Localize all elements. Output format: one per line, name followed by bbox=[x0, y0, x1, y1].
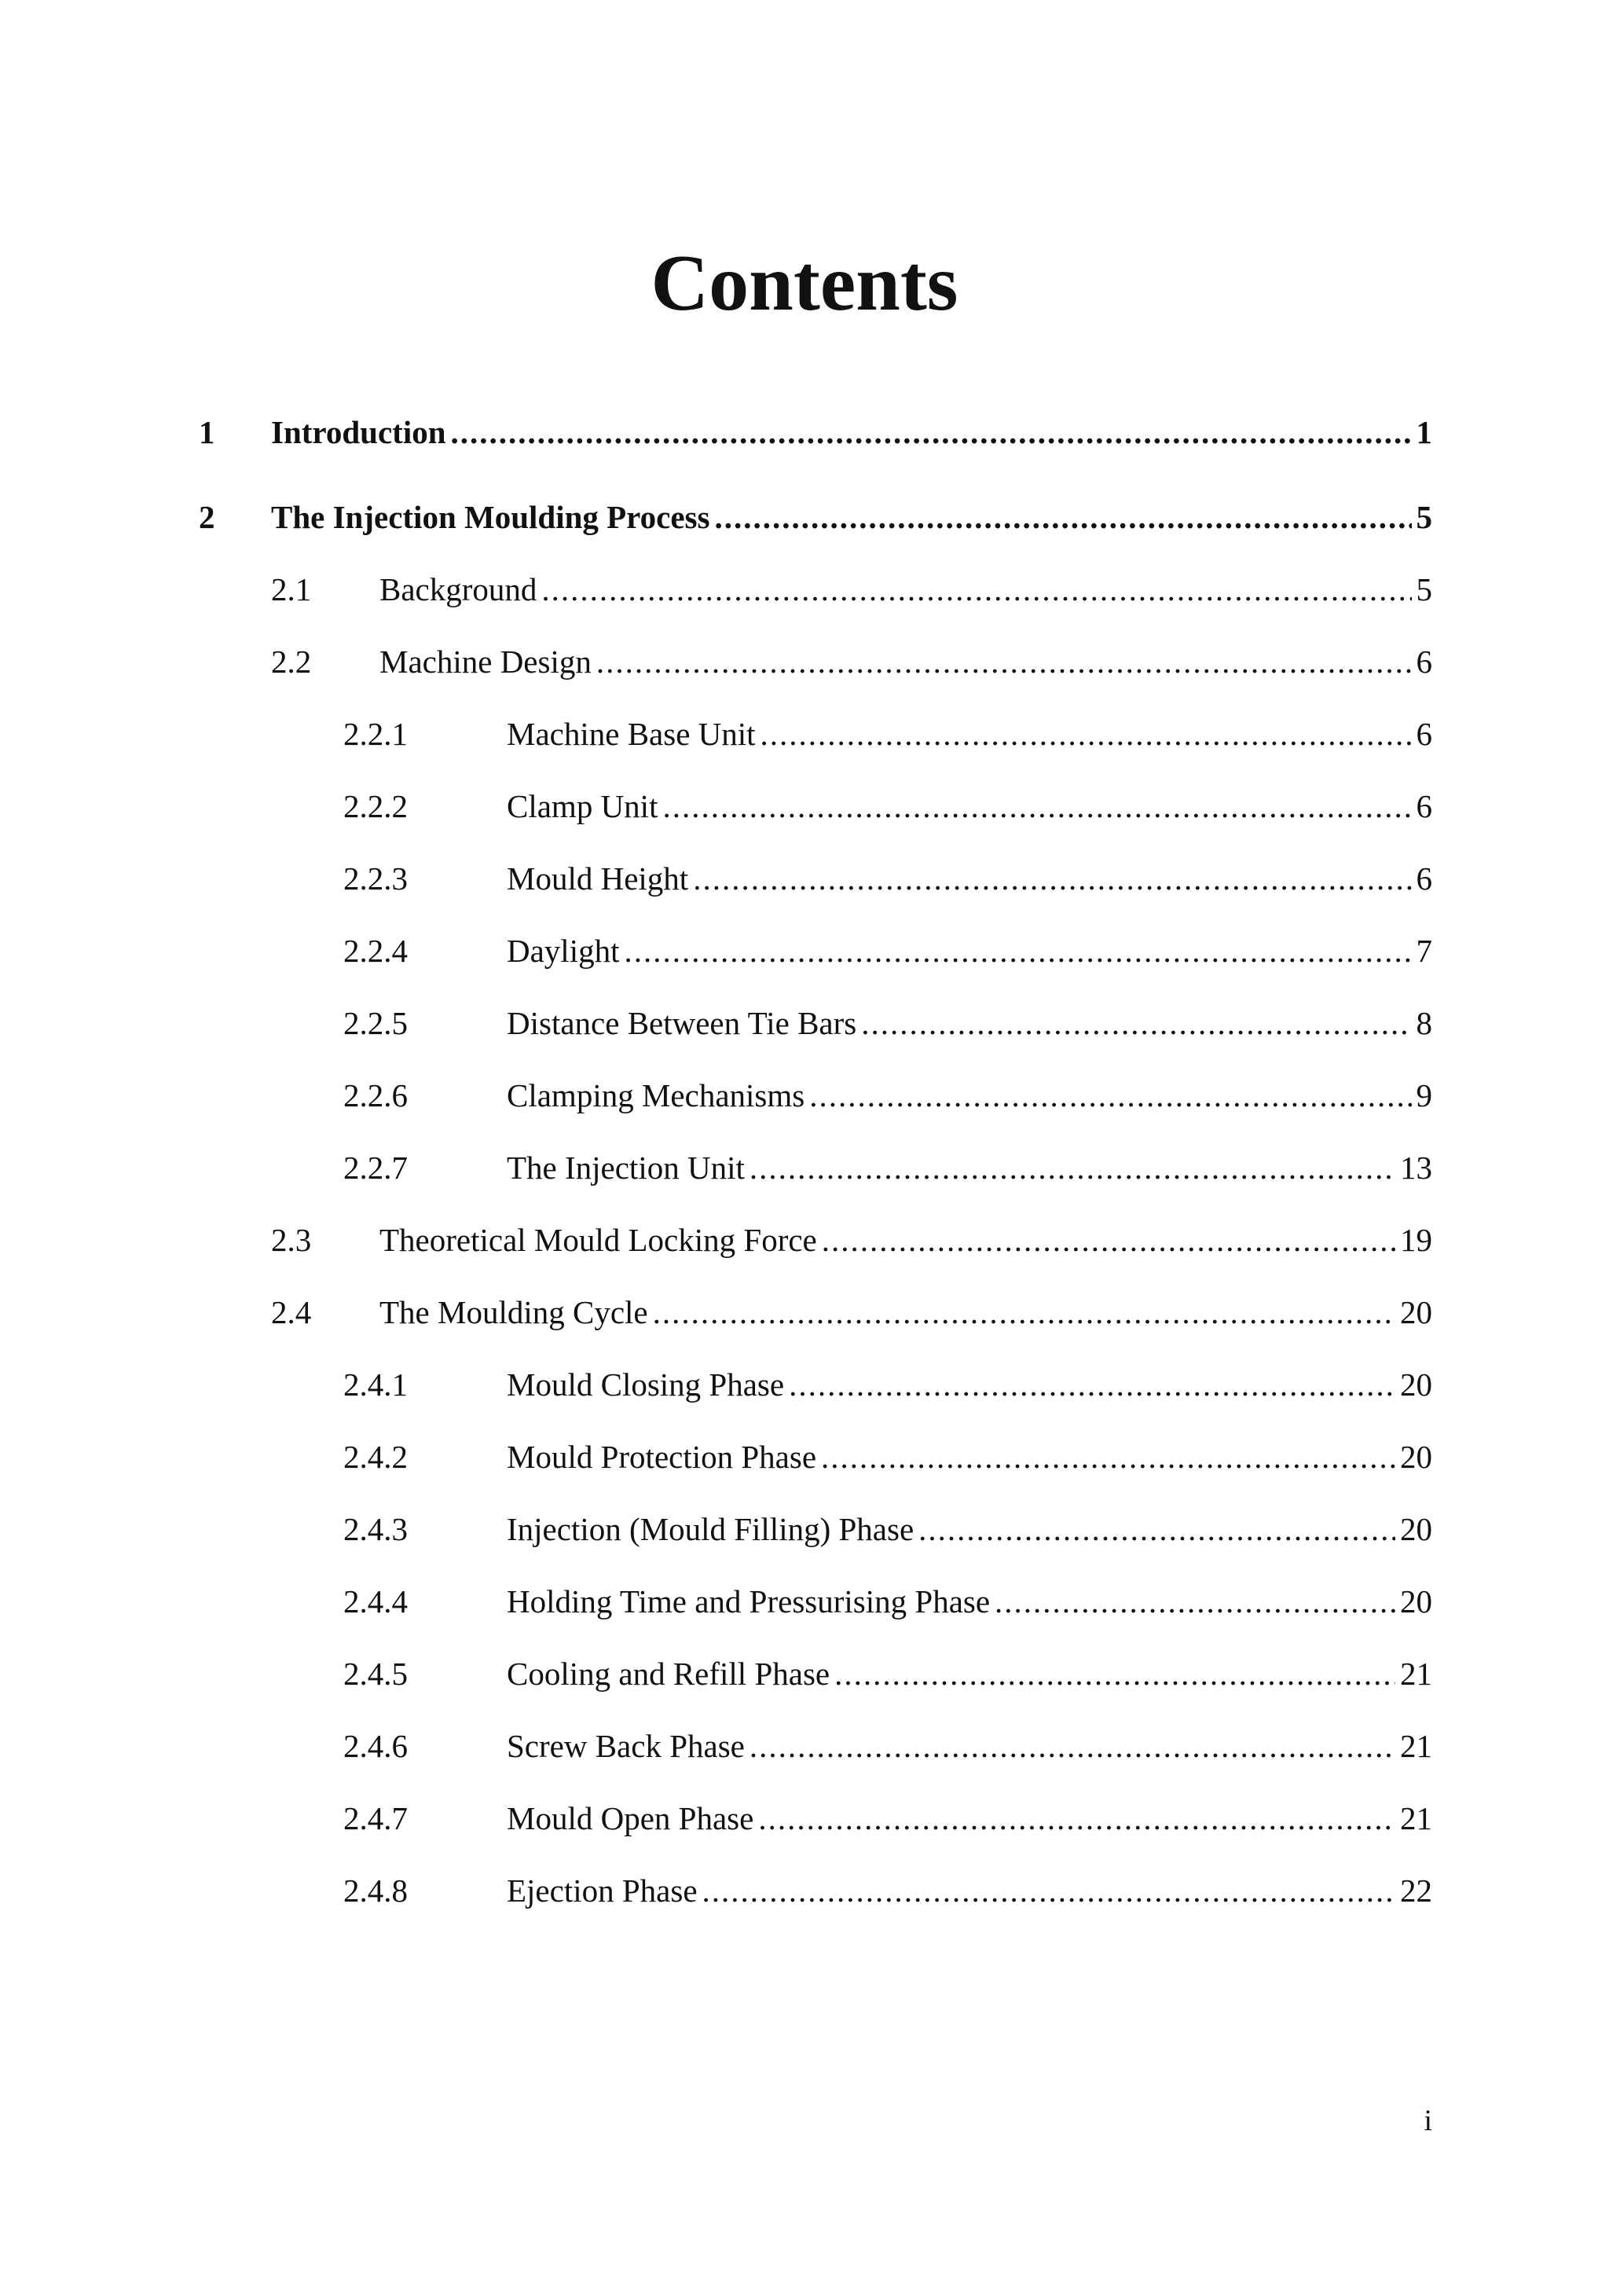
toc-entry-title: Mould Open Phase bbox=[507, 1800, 754, 1836]
toc-dot-leader bbox=[761, 710, 1412, 757]
footer-page-number: i bbox=[1424, 2104, 1432, 2137]
toc-entry[interactable] bbox=[343, 1795, 1432, 1842]
toc-entry-page: 6 bbox=[1416, 716, 1432, 752]
toc-entry-title: Mould Protection Phase bbox=[507, 1439, 817, 1475]
toc-entry-title: Cooling and Refill Phase bbox=[507, 1656, 830, 1692]
toc-entry-number: 2.4.2 bbox=[343, 1439, 408, 1475]
toc-dot-leader bbox=[918, 1506, 1395, 1553]
toc-entry[interactable] bbox=[343, 1722, 1432, 1770]
toc-entry-page: 19 bbox=[1400, 1222, 1432, 1258]
toc-entry-title: Mould Closing Phase bbox=[507, 1366, 785, 1403]
toc-dot-leader bbox=[809, 1072, 1411, 1119]
toc-entry-title: Clamping Mechanisms bbox=[507, 1077, 805, 1113]
toc-entry-title: Machine Base Unit bbox=[507, 716, 756, 752]
toc-entry[interactable] bbox=[343, 1867, 1432, 1914]
page-title: Contents bbox=[651, 239, 958, 328]
toc-entry-page: 9 bbox=[1416, 1077, 1432, 1113]
toc-entry-number: 2.4.7 bbox=[343, 1800, 408, 1836]
toc-entry-page: 8 bbox=[1416, 1005, 1432, 1041]
toc-entry[interactable] bbox=[343, 1361, 1432, 1408]
toc-entry-number: 2.2.1 bbox=[343, 716, 408, 752]
toc-entry-page: 21 bbox=[1400, 1656, 1432, 1692]
toc-dot-leader bbox=[693, 855, 1411, 902]
toc-entry[interactable] bbox=[199, 409, 1432, 456]
toc-dot-leader bbox=[821, 1433, 1395, 1480]
toc-entry-number: 2.4 bbox=[271, 1294, 312, 1330]
toc-entry[interactable] bbox=[199, 493, 1432, 541]
toc-entry-page: 21 bbox=[1400, 1800, 1432, 1836]
toc-entry-page: 20 bbox=[1400, 1583, 1432, 1619]
toc-entry-page: 20 bbox=[1400, 1439, 1432, 1475]
toc-entry[interactable] bbox=[271, 1289, 1432, 1336]
toc-entry[interactable] bbox=[343, 783, 1432, 830]
toc-entry[interactable] bbox=[343, 1650, 1432, 1697]
toc-entry-page: 20 bbox=[1400, 1511, 1432, 1547]
toc-entry-number: 2.4.4 bbox=[343, 1583, 408, 1619]
toc-entry-number: 2 bbox=[199, 499, 215, 535]
toc-dot-leader bbox=[758, 1795, 1395, 1842]
toc-entry-title: Ejection Phase bbox=[507, 1872, 698, 1909]
toc-entry-number: 2.2.7 bbox=[343, 1150, 408, 1186]
toc-entry-title: Mould Height bbox=[507, 860, 689, 897]
toc-entry-number: 2.3 bbox=[271, 1222, 312, 1258]
toc-entry-number: 2.2.2 bbox=[343, 788, 408, 824]
toc-dot-leader bbox=[750, 1144, 1395, 1191]
toc-dot-leader bbox=[822, 1216, 1395, 1264]
toc-entry-title: Distance Between Tie Bars bbox=[507, 1005, 857, 1041]
toc-dot-leader bbox=[596, 638, 1412, 685]
toc-entry-number: 2.4.6 bbox=[343, 1728, 408, 1764]
toc-entry-number: 2.4.5 bbox=[343, 1656, 408, 1692]
toc-dot-leader bbox=[714, 493, 1411, 541]
toc-entry-page: 6 bbox=[1416, 644, 1432, 680]
toc-entry-page: 20 bbox=[1400, 1294, 1432, 1330]
toc-entry-page: 22 bbox=[1400, 1872, 1432, 1909]
toc-entry[interactable] bbox=[343, 710, 1432, 757]
toc-entry-page: 6 bbox=[1416, 860, 1432, 897]
toc-entry-number: 2.1 bbox=[271, 571, 312, 607]
toc-entry[interactable] bbox=[343, 999, 1432, 1047]
toc-entry[interactable] bbox=[271, 638, 1432, 685]
toc-entry-page: 5 bbox=[1416, 571, 1432, 607]
toc-entry-title: Machine Design bbox=[379, 644, 592, 680]
toc-dot-leader bbox=[861, 999, 1411, 1047]
toc-entry[interactable] bbox=[343, 1144, 1432, 1191]
toc-entry-title: Theoretical Mould Locking Force bbox=[379, 1222, 817, 1258]
toc-entry-page: 13 bbox=[1400, 1150, 1432, 1186]
toc-entry-title: Clamp Unit bbox=[507, 788, 658, 824]
toc-entry[interactable] bbox=[343, 927, 1432, 974]
toc-entry-title: Screw Back Phase bbox=[507, 1728, 745, 1764]
toc-entry[interactable] bbox=[343, 1433, 1432, 1480]
toc-entry-title: Holding Time and Pressurising Phase bbox=[507, 1583, 991, 1619]
toc-entry-number: 2.2.6 bbox=[343, 1077, 408, 1113]
toc-entry[interactable] bbox=[343, 855, 1432, 902]
toc-entry[interactable] bbox=[343, 1506, 1432, 1553]
toc-entry-title: The Injection Moulding Process bbox=[271, 499, 710, 535]
toc-entry-page: 7 bbox=[1416, 933, 1432, 969]
toc-entry-number: 2.2.3 bbox=[343, 860, 408, 897]
toc-entry-page: 6 bbox=[1416, 788, 1432, 824]
toc-entry-number: 2.2.4 bbox=[343, 933, 408, 969]
toc-dot-leader bbox=[624, 927, 1411, 974]
toc-entry-number: 2.2.5 bbox=[343, 1005, 408, 1041]
toc-entry[interactable] bbox=[271, 1216, 1432, 1264]
toc-dot-leader bbox=[834, 1650, 1395, 1697]
toc-entry-number: 2.4.8 bbox=[343, 1872, 408, 1909]
toc-entry-title: Daylight bbox=[507, 933, 620, 969]
toc-entry-number: 1 bbox=[199, 414, 215, 450]
toc-entry[interactable] bbox=[343, 1578, 1432, 1625]
toc-dot-leader bbox=[702, 1867, 1395, 1914]
toc-dot-leader bbox=[995, 1578, 1395, 1625]
toc-entry-number: 2.2 bbox=[271, 644, 312, 680]
toc-entry-title: Background bbox=[379, 571, 537, 607]
toc-entry-page: 20 bbox=[1400, 1366, 1432, 1403]
toc-entry-title: Introduction bbox=[271, 414, 446, 450]
toc-entry-title: The Moulding Cycle bbox=[379, 1294, 648, 1330]
toc-entry-number: 2.4.3 bbox=[343, 1511, 408, 1547]
toc-dot-leader bbox=[653, 1289, 1395, 1336]
toc-entry-title: The Injection Unit bbox=[507, 1150, 745, 1186]
toc-dot-leader bbox=[541, 566, 1411, 613]
toc-entry-page: 21 bbox=[1400, 1728, 1432, 1764]
toc-entry[interactable] bbox=[343, 1072, 1432, 1119]
toc-entry-number: 2.4.1 bbox=[343, 1366, 408, 1403]
toc-dot-leader bbox=[451, 409, 1412, 456]
toc-entry-page: 1 bbox=[1416, 414, 1432, 450]
toc-dot-leader bbox=[662, 783, 1411, 830]
toc-dot-leader bbox=[750, 1722, 1395, 1770]
toc-entry[interactable] bbox=[271, 566, 1432, 613]
toc-entry-title: Injection (Mould Filling) Phase bbox=[507, 1511, 914, 1547]
toc-entry-page: 5 bbox=[1416, 499, 1432, 535]
toc-dot-leader bbox=[789, 1361, 1395, 1408]
